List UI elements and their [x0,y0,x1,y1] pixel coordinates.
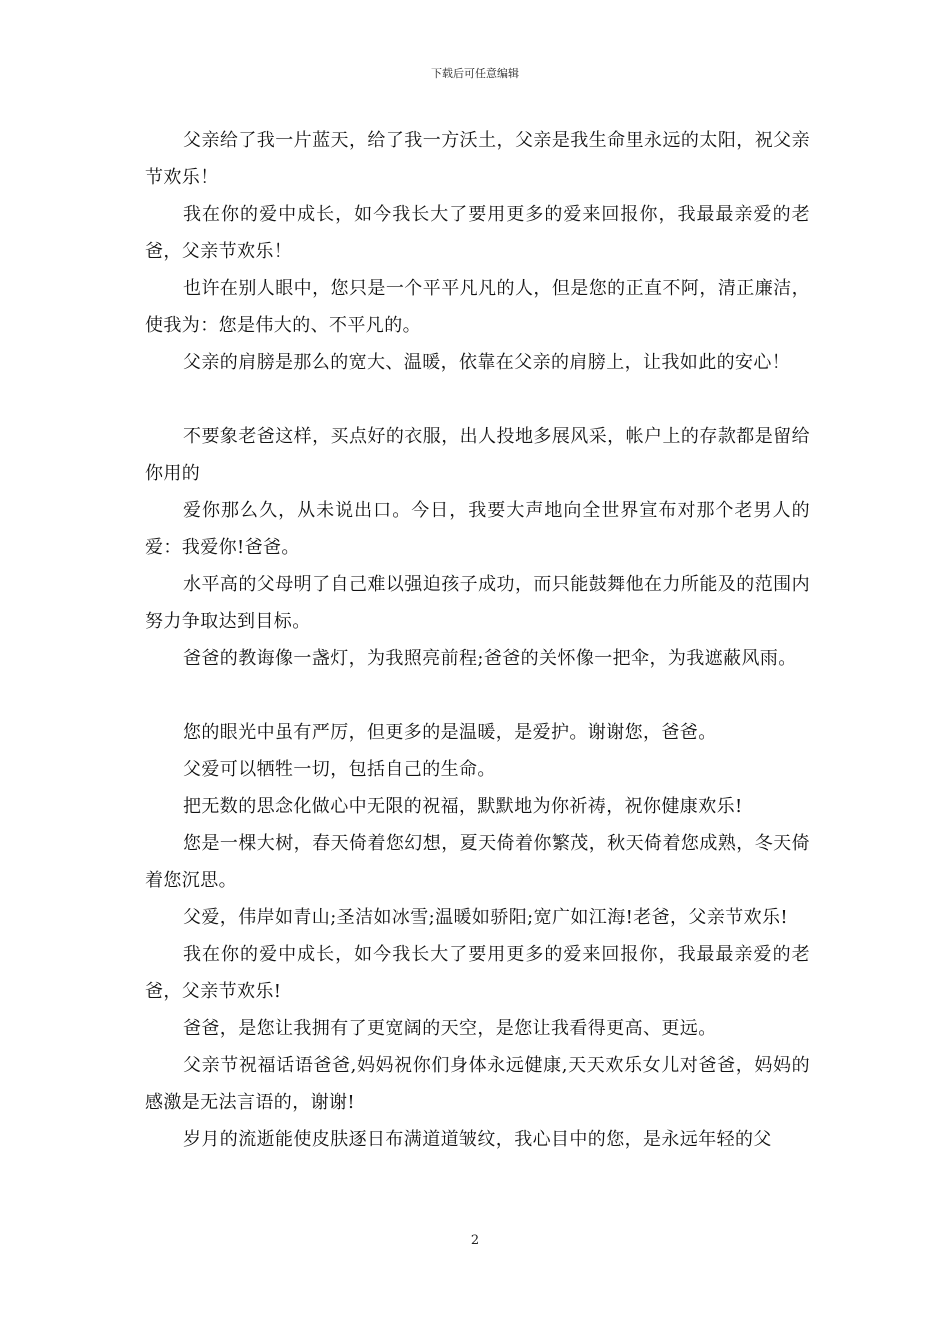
paragraph: 您的眼光中虽有严厉，但更多的是温暖，是爱护。谢谢您，爸爸。 [183,722,717,743]
paragraph: 父爱，伟岸如青山;圣洁如冰雪;温暖如骄阳;宽广如江海!老爸，父亲节欢乐! [183,907,789,928]
paragraph: 把无数的思念化做心中无限的祝福，默默地为你祈祷，祝你健康欢乐! [183,796,743,817]
paragraph: 岁月的流逝能使皮肤逐日布满道道皱纹，我心目中的您，是永远年轻的父 [183,1129,772,1150]
paragraph: 我在你的爱中成长，如今我长大了要用更多的爱来回报你，我最最亲爱的老爸，父亲节欢乐！ [145,204,810,262]
paragraph: 父爱可以牺牲一切，包括自己的生命。 [183,759,496,780]
page-number: 2 [470,1233,480,1248]
paragraph: 父亲给了我一片蓝天，给了我一方沃土，父亲是我生命里永远的太阳，祝父亲节欢乐！ [145,130,810,188]
paragraph: 水平高的父母明了自己难以强迫孩子成功，而只能鼓舞他在力所能及的范围内努力争取达到目标。 [145,574,810,632]
paragraph: 不要象老爸这样，买点好的衣服，出人投地多展风采，帐户上的存款都是留给你用的 [145,426,810,484]
paragraph: 爱你那么久，从未说出口。今日，我要大声地向全世界宣布对那个老男人的爱：我爱你!爸爸。 [145,500,810,558]
paragraph: 我在你的爱中成长，如今我长大了要用更多的爱来回报你，我最最亲爱的老爸，父亲节欢乐! [145,944,810,1002]
page-header: 下载后可任意编辑 [431,67,519,80]
paragraph: 也许在别人眼中，您只是一个平平凡凡的人，但是您的正直不阿，清正廉洁，使我为：您是伟大的、不平凡的。 [145,278,810,336]
document-body [145,122,810,1158]
paragraph: 爸爸，是您让我拥有了更宽阔的天空，是您让我看得更高、更远。 [183,1018,717,1039]
paragraph: 父亲节祝福话语爸爸,妈妈祝你们身体永远健康,天天欢乐女儿对爸爸，妈妈的感激是无法言语的，谢谢! [145,1055,810,1113]
paragraph: 爸爸的教诲像一盏灯，为我照亮前程;爸爸的关怀像一把伞，为我遮蔽风雨。 [183,648,797,669]
paragraph: 您是一棵大树，春天倚着您幻想，夏天倚着你繁茂，秋天倚着您成熟，冬天倚着您沉思。 [145,833,810,891]
paragraph: 父亲的肩膀是那么的宽大、温暖，依靠在父亲的肩膀上，让我如此的安心！ [183,352,791,373]
